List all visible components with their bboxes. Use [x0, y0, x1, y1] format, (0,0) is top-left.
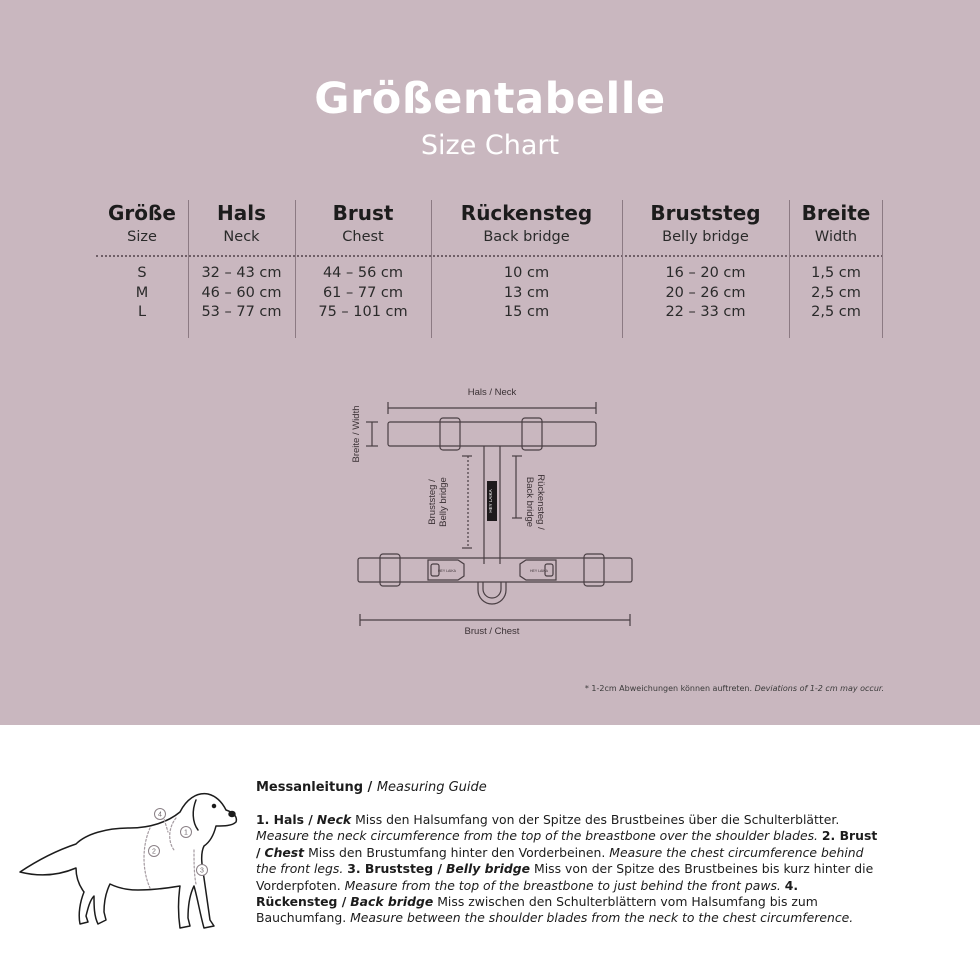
- chest-strap: [358, 554, 632, 604]
- column-header: Bruststeg: [650, 201, 761, 225]
- footnote-en: Deviations of 1-2 cm may occur.: [754, 684, 884, 693]
- width-label: Breite / Width: [351, 405, 362, 463]
- width-dimension: [351, 405, 378, 462]
- step-1-en: Measure the neck circumference from the top of the breastbone over the shoulder blades.: [256, 828, 818, 844]
- center-bridge: [484, 446, 500, 564]
- column-chest: [295, 200, 431, 338]
- column-back-bridge: [431, 200, 622, 338]
- column-size: [96, 200, 188, 338]
- step-4-de: Miss zwischen den Schulterblättern vom Halsumfang bis zum Bauchumfang.: [256, 894, 818, 926]
- step-1-name: Neck: [316, 812, 352, 827]
- page-subtitle: Size Chart: [420, 130, 560, 161]
- marker-1-label: 1: [184, 829, 188, 837]
- table-cell: 20 – 26 cm: [665, 284, 746, 301]
- harness-diagram: [0, 380, 980, 650]
- step-1-de: Miss den Halsumfang von der Spitze des Brustbeines über die Schulterblätter.: [355, 812, 840, 827]
- column-subheader: Belly bridge: [662, 229, 749, 245]
- column-header: Hals: [217, 201, 266, 225]
- column-neck: [188, 200, 295, 338]
- step-4-number: 4. Rückensteg /: [256, 877, 799, 910]
- table-cell: 32 – 43 cm: [201, 265, 282, 281]
- back-bridge-label-1: Rückensteg /: [535, 474, 546, 530]
- marker-4-label: 4: [158, 811, 162, 819]
- step-3-number: 3. Bruststeg /: [347, 861, 442, 877]
- buckle-text-left: HEY LAIKA: [437, 569, 457, 573]
- column-header: Breite: [801, 201, 871, 225]
- neck-strap: [388, 418, 596, 450]
- table-cell: 22 – 33 cm: [665, 304, 746, 320]
- column-subheader: Chest: [342, 229, 384, 245]
- back-bridge-label-2: Back bridge: [524, 476, 535, 528]
- table-cell: 61 – 77 cm: [322, 284, 404, 301]
- dog-outline: [20, 794, 236, 928]
- dog-markers: [149, 809, 208, 876]
- buckle-text-right: HEY LAIKA: [529, 569, 549, 573]
- footnote-de: * 1-2cm Abweichungen können auftreten.: [584, 684, 753, 693]
- table-cell: 2,5 cm: [811, 304, 861, 320]
- table-cell: 1,5 cm: [811, 265, 861, 281]
- dog-illustration: [18, 788, 240, 938]
- step-3-en: Measure from the top of the breastbone to just behind the front paws.: [344, 877, 781, 893]
- column-header: Größe: [108, 201, 176, 225]
- table-cell: S: [137, 265, 147, 281]
- table-cell: 75 – 101 cm: [318, 304, 408, 320]
- table-cell: M: [135, 284, 149, 301]
- table-cell: 46 – 60 cm: [201, 284, 282, 301]
- d-ring: [478, 582, 506, 604]
- table-cell: 53 – 77 cm: [201, 304, 282, 320]
- table-cell: 2,5 cm: [811, 284, 861, 301]
- belly-bridge-label-1: Bruststeg /: [427, 479, 438, 525]
- column-separator: [882, 200, 883, 338]
- column-belly-bridge: [622, 200, 789, 338]
- column-header: Rückensteg: [460, 201, 593, 225]
- chest-label: Brust / Chest: [464, 626, 520, 637]
- marker-3-label: 3: [200, 867, 204, 875]
- page-title: Größentabelle: [314, 74, 666, 124]
- footnote: [585, 684, 884, 693]
- table-cell: 10 cm: [503, 265, 550, 281]
- marker-2-label: 2: [152, 848, 156, 856]
- table-cell: 15 cm: [503, 304, 550, 320]
- neck-label: Hals / Neck: [467, 387, 517, 398]
- brand-tag-text: HEY LAIKA: [488, 489, 493, 513]
- column-subheader: Neck: [223, 229, 260, 245]
- step-1-number: 1. Hals /: [256, 812, 313, 827]
- size-table: [96, 200, 883, 338]
- step-4-name: Back bridge: [350, 894, 434, 910]
- step-3-de: Miss von der Spitze des Brustbeines bis kurz hinter die Vorderpfoten.: [256, 861, 874, 893]
- back-bridge-dimension: [512, 456, 546, 530]
- column-width: [789, 200, 883, 338]
- column-header: Brust: [332, 201, 394, 225]
- step-2-en: Measure the chest circumference behind the front legs.: [256, 844, 864, 877]
- step-4-en: Measure between the shoulder blades from the neck to the chest circumference.: [350, 910, 854, 926]
- step-2-number: 2. Brust /: [256, 828, 878, 860]
- neck-dimension: [388, 387, 596, 414]
- chest-dimension: [360, 614, 630, 637]
- step-2-name: Chest: [264, 844, 305, 860]
- table-cell: L: [137, 304, 147, 320]
- column-subheader: Size: [127, 229, 157, 245]
- column-subheader: Back bridge: [483, 229, 570, 245]
- measuring-guide: [256, 812, 882, 927]
- dog-ear: [193, 800, 198, 830]
- table-cell: 44 – 56 cm: [322, 265, 404, 281]
- table-cell: 13 cm: [503, 284, 550, 301]
- step-2-de: Miss den Brustumfang hinter den Vorderbeinen.: [308, 844, 606, 860]
- dog-nose: [229, 812, 235, 817]
- belly-bridge-label-2: Belly bridge: [438, 477, 449, 527]
- table-cell: 16 – 20 cm: [665, 265, 746, 281]
- dog-eye: [213, 805, 216, 808]
- guide-title: Messanleitung / Measuring Guide: [256, 780, 487, 795]
- column-subheader: Width: [814, 229, 858, 245]
- step-3-name: Belly bridge: [445, 861, 531, 877]
- belly-bridge-dimension: [427, 456, 472, 548]
